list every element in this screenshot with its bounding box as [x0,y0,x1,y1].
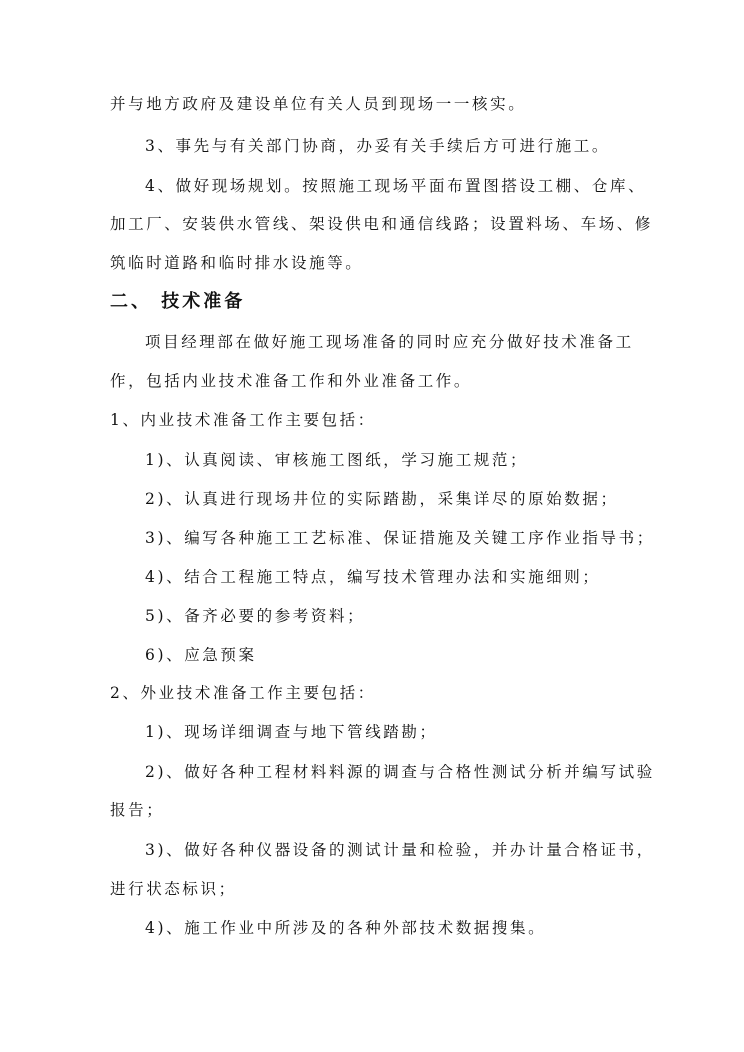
paragraph-line: 作，包括内业技术准备工作和外业准备工作。 [110,372,473,390]
paragraph-line: 并与地方政府及建设单位有关人员到现场一一核实。 [110,95,527,113]
paragraph-line: 加工厂、安装供水管线、架设供电和通信线路；设置料场、车场、修 [110,215,654,233]
list-item: 1)、现场详细调查与地下管线踏勘； [145,723,438,741]
list-item: 6)、应急预案 [145,646,257,664]
paragraph-line: 报告； [110,801,165,819]
list-item: 4)、施工作业中所涉及的各种外部技术数据搜集。 [145,919,547,937]
subsection-heading: 2、外业技术准备工作主要包括： [110,684,376,702]
section-heading: 二、 技术准备 [110,291,246,312]
list-item: 2)、认真进行现场井位的实际踏勘，采集详尽的原始数据； [145,490,619,508]
list-item: 2)、做好各种工程材料料源的调查与合格性测试分析并编写试验 [145,763,655,781]
paragraph-line: 进行状态标识； [110,880,237,898]
list-item: 3)、编写各种施工工艺标准、保证措施及关键工序作业指导书； [145,529,655,547]
list-item: 4)、结合工程施工特点，编写技术管理办法和实施细则； [145,568,601,586]
paragraph-line: 筑临时道路和临时排水设施等。 [110,254,364,272]
list-item: 5)、备齐必要的参考资料； [145,607,366,625]
list-item: 1)、认真阅读、审核施工图纸，学习施工规范； [145,451,529,469]
list-item: 3)、做好各种仪器设备的测试计量和检验，并办计量合格证书， [145,841,655,859]
subsection-heading: 1、内业技术准备工作主要包括： [110,411,376,429]
paragraph-line: 3、事先与有关部门协商，办妥有关手续后方可进行施工。 [145,137,610,155]
paragraph-line: 项目经理部在做好施工现场准备的同时应充分做好技术准备工 [145,333,634,351]
paragraph-line: 4、做好现场规划。按照施工现场平面布置图搭设工棚、仓库、 [145,177,647,195]
